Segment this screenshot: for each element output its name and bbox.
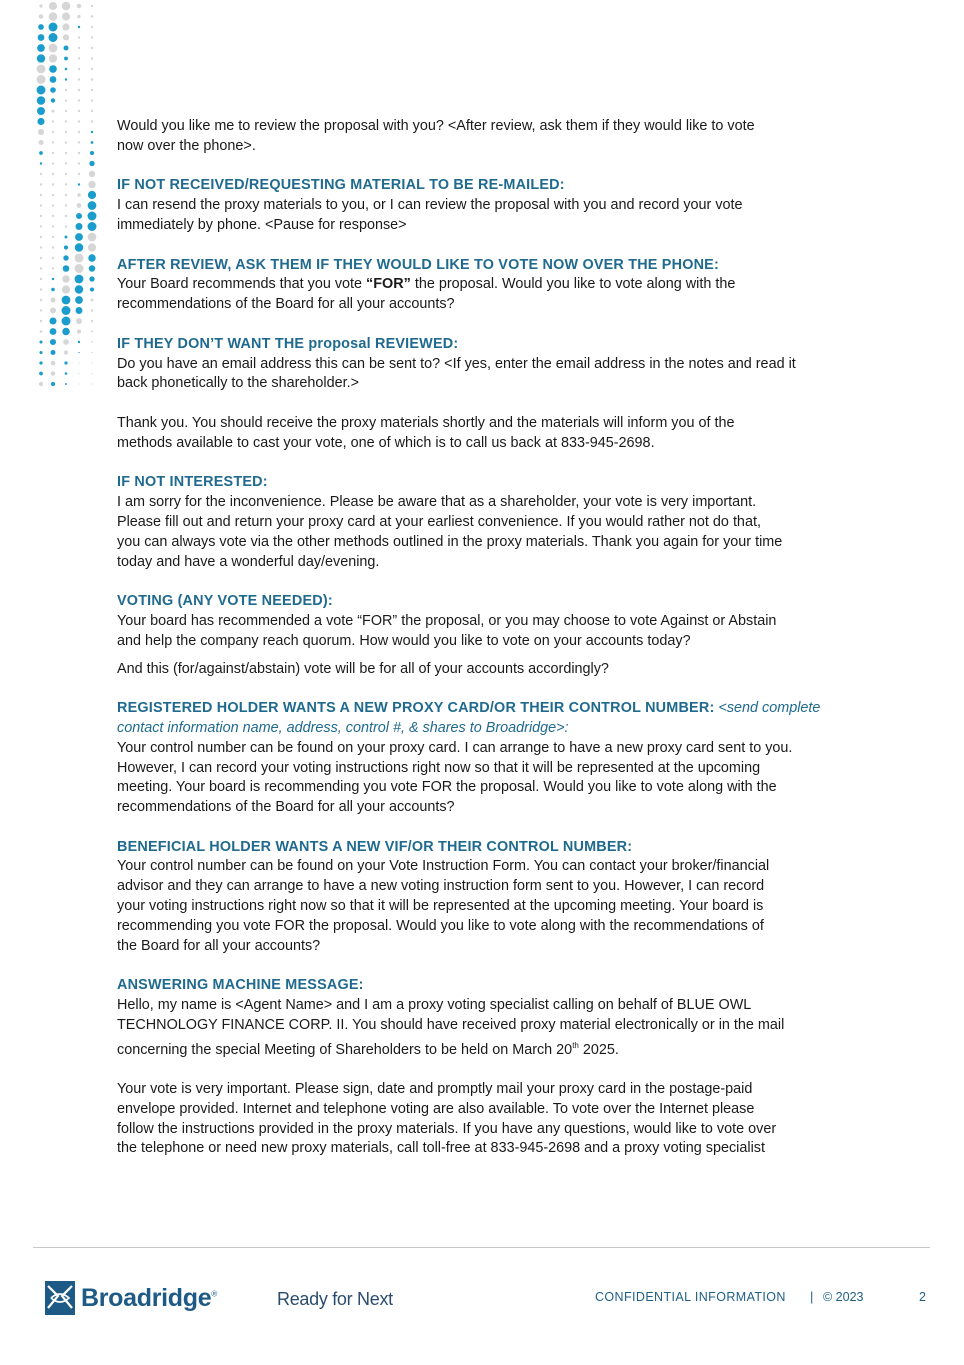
decorative-dot <box>75 275 84 284</box>
decorative-dot <box>40 309 42 311</box>
script-paragraph: I am sorry for the inconvenience. Please be aware that as a shareholder, your vote is very important. Please fill out and return your proxy card at your earliest convenience. If you would rather not do that, you can always vote via the other methods outlined in the proxy materials. Thank you again for your time today and have a wonderful day/evening. <box>117 494 783 570</box>
decorative-dot <box>78 162 80 164</box>
decorative-dot <box>88 243 96 251</box>
decorative-dot <box>77 193 81 197</box>
decorative-dot <box>78 341 80 343</box>
decorative-dot <box>65 141 67 143</box>
decorative-dot <box>50 307 56 313</box>
decorative-dot <box>89 161 94 166</box>
decorative-dot <box>90 287 94 291</box>
decorative-dot <box>62 12 70 20</box>
decorative-dot <box>65 236 68 239</box>
decorative-dot <box>91 5 93 7</box>
decorative-dot <box>90 151 94 155</box>
decorative-dot <box>77 15 80 18</box>
script-paragraph: Do you have an email address this can be sent to? <If yes, enter the email address in the notes and read it back phonetically to the shareholder.> <box>117 355 796 392</box>
decorative-dot <box>40 267 42 269</box>
decorative-dot <box>91 299 94 302</box>
decorative-dot <box>40 183 42 185</box>
decorative-dot <box>65 68 68 71</box>
heading-beneficial-holder: BENEFICIAL HOLDER WANTS A NEW VIF/OR THEIR CONTROL NUMBER: <box>117 838 633 855</box>
decorative-dot <box>40 162 42 164</box>
decorative-dot <box>65 162 67 164</box>
decorative-dot <box>62 23 69 30</box>
page-number: 2 <box>919 1290 926 1304</box>
decorative-dot <box>89 171 95 177</box>
decorative-dot <box>91 362 92 363</box>
decorative-dot <box>62 2 71 11</box>
decorative-dot <box>49 33 58 42</box>
decorative-dot <box>39 140 44 145</box>
decorative-dot <box>39 4 42 7</box>
decorative-dot <box>78 68 80 70</box>
decorative-dot <box>78 110 80 112</box>
decorative-dot <box>40 299 42 301</box>
decorative-dot <box>76 213 82 219</box>
decorative-dot <box>40 215 42 217</box>
script-paragraph: Your board has recommended a vote “FOR” the proposal, or you may choose to vote Against or Abstain and help the company reach quorum. How would you like to vote on your accounts today? <box>117 612 777 649</box>
decorative-dot <box>77 4 82 9</box>
decorative-dot <box>39 351 42 354</box>
decorative-dot <box>37 107 45 115</box>
decorative-dot <box>52 183 54 185</box>
decorative-dot <box>37 96 46 105</box>
decorative-dot <box>51 298 56 303</box>
script-paragraph: Your vote is very important. Please sign, date and promptly mail your proxy card in the postage-paid envelope provided. Internet and telephone voting are also available. To vote over the Internet please follow the instructions provided in the proxy materials. If you have any questions, would like to vote over the telephone or need new proxy materials, call toll-free at 833-945-2698 and a proxy voting specialist <box>117 1081 777 1157</box>
decorative-dot <box>64 245 68 249</box>
decorative-dot <box>78 183 80 185</box>
decorative-dot <box>77 329 81 333</box>
decorative-dot <box>49 317 56 324</box>
broadridge-logo <box>45 1281 217 1315</box>
decorative-dot <box>78 26 80 28</box>
decorative-dot <box>75 233 83 241</box>
decorative-dot <box>65 110 67 112</box>
script-paragraph: I can resend the proxy materials to you, or I can review the proposal with you and record your vote immediately by phone. <Pause for response> <box>117 197 743 233</box>
decorative-dot <box>78 89 80 91</box>
decorative-dot <box>75 296 83 304</box>
decorative-dot <box>91 131 93 133</box>
decorative-dot <box>65 78 67 80</box>
decorative-dot <box>37 118 44 125</box>
decorative-dot <box>91 330 93 332</box>
decorative-dot <box>91 78 93 80</box>
script-paragraph: Would you like me to review the proposal with you? <After review, ask them if they would like to vote now over the phone>. <box>117 118 755 154</box>
decorative-dot <box>40 204 42 206</box>
decorative-dot <box>52 173 54 175</box>
decorative-dot <box>40 246 42 248</box>
decorative-dot <box>49 65 57 73</box>
decorative-dot <box>78 36 80 38</box>
decorative-dot <box>62 306 71 315</box>
decorative-dot <box>37 75 46 84</box>
decorative-dot <box>88 233 97 242</box>
decorative-dot <box>49 54 57 62</box>
decorative-dot <box>52 131 54 133</box>
decorative-dot <box>51 371 55 375</box>
script-paragraph: Your control number can be found on your Vote Instruction Form. You can contact your broker/financial advisor and they can arrange to have a new voting instruction form sent to you. However, I can record your voting instructions right now so that it will be represented at the upcoming meeting. Your board is recommending you vote FOR the proposal. Would you like to vote along with the recommendations of the Board for all your accounts? <box>117 858 770 954</box>
heading-not-received: IF NOT RECEIVED/REQUESTING MATERIAL TO BE RE-MAILED: <box>117 177 565 194</box>
decorative-dot <box>91 373 92 374</box>
decorative-dot <box>88 181 95 188</box>
decorative-dot <box>39 340 42 343</box>
decorative-dot <box>50 350 55 355</box>
decorative-dot <box>91 15 93 17</box>
decorative-dot <box>52 236 54 238</box>
decorative-dot <box>49 44 58 53</box>
confidential-label: CONFIDENTIAL INFORMATION <box>595 1290 786 1304</box>
decorative-dot <box>88 212 97 221</box>
script-paragraph: Your control number can be found on your proxy card. I can arrange to have a new proxy card sent to you. However, I can record your voting instructions right now so that it will be represented at the upcoming meeting. Your board is recommending you vote FOR the proposal. Would you like to vote along with the recommendations of the Board for all your accounts? <box>117 739 793 816</box>
decorative-dot <box>78 47 80 49</box>
tagline: Ready for Next <box>277 1289 393 1309</box>
decorative-dot <box>65 131 67 133</box>
broadridge-mark-icon <box>45 1281 75 1315</box>
decorative-dot <box>65 99 67 101</box>
decorative-dot <box>63 339 69 345</box>
decorative-dot <box>77 203 82 208</box>
decorative-dot <box>52 257 54 259</box>
decorative-dot <box>52 246 54 248</box>
decorative-dot <box>78 78 80 80</box>
decorative-dot <box>49 23 58 32</box>
decorative-dot <box>49 2 57 10</box>
decorative-dot <box>65 225 67 227</box>
decorative-dot <box>40 257 42 259</box>
decorative-dot <box>75 264 84 273</box>
decorative-dot <box>91 36 93 38</box>
decorative-dot <box>75 243 84 252</box>
decorative-dot <box>78 373 79 374</box>
decorative-dot <box>38 24 44 30</box>
decorative-dot <box>38 129 44 135</box>
decorative-dot <box>51 109 54 112</box>
decorative-dot <box>65 194 67 196</box>
script-paragraph: Your Board recommends that you vote “FOR” the proposal. Would you like to vote along with the recommendations of the Board for all your accounts? <box>117 276 736 313</box>
decorative-dot <box>76 223 83 230</box>
decorative-dot <box>40 173 42 175</box>
decorative-dot <box>91 309 93 311</box>
decorative-dot <box>63 255 68 260</box>
heading-not-interested: IF NOT INTERESTED: <box>117 474 268 491</box>
decorative-dot <box>52 225 54 227</box>
heading-registered-holder: REGISTERED HOLDER WANTS A NEW PROXY CARD/OR THEIR CONTROL NUMBER: <send complete contact information name, address, control #, & shares to Broadridge>: <box>117 700 821 736</box>
decorative-dot <box>52 141 54 143</box>
copyright: © 2023 <box>823 1290 864 1304</box>
decorative-dot <box>51 361 56 366</box>
decorative-dot <box>91 47 93 49</box>
decorative-dot <box>38 34 45 41</box>
decorative-dot <box>51 288 55 292</box>
decorative-dot <box>76 307 83 314</box>
decorative-dot <box>78 383 79 384</box>
decorative-dot <box>52 120 54 122</box>
decorative-dot <box>91 99 93 101</box>
decorative-dot <box>88 201 97 210</box>
decorative-dot <box>65 120 67 122</box>
decorative-dot <box>52 204 54 206</box>
decorative-dot <box>78 173 80 175</box>
heading-no-review: IF THEY DON’T WANT THE proposal REVIEWED: <box>117 335 459 352</box>
decorative-dot <box>89 265 95 271</box>
decorative-dot <box>62 317 71 326</box>
decorative-dot <box>37 54 45 62</box>
decorative-dot <box>64 361 67 364</box>
decorative-dot <box>65 372 68 375</box>
decorative-dot <box>91 120 93 122</box>
decorative-dot <box>89 276 94 281</box>
decorative-dot <box>65 152 67 154</box>
decorative-dot <box>50 76 57 83</box>
decorative-dot <box>39 372 43 376</box>
heading-voting: VOTING (ANY VOTE NEEDED): <box>117 593 333 610</box>
decorative-dot <box>91 57 93 59</box>
decorative-dot <box>91 352 92 353</box>
decorative-dot <box>37 65 46 74</box>
decorative-dot <box>51 98 55 102</box>
decorative-dot <box>40 278 42 280</box>
decorative-dot <box>91 141 94 144</box>
decorative-dot <box>37 86 46 95</box>
decorative-dot <box>40 320 42 322</box>
decorative-dot <box>63 265 70 272</box>
decorative-dot <box>39 151 43 155</box>
decorative-dot <box>76 318 82 324</box>
decorative-dot <box>52 278 54 280</box>
decorative-dot <box>91 383 92 384</box>
decorative-dot <box>51 382 55 386</box>
decorative-dot <box>78 99 80 101</box>
decorative-dot <box>88 191 96 199</box>
decorative-dot <box>39 14 43 18</box>
decorative-dot <box>88 222 97 231</box>
brand-name: Broadridge® <box>81 1283 217 1312</box>
decorative-dot-pattern <box>0 0 110 400</box>
decorative-dot <box>65 383 67 385</box>
call-script <box>117 117 849 1159</box>
decorative-dot <box>65 183 67 185</box>
decorative-dot <box>62 285 70 293</box>
decorative-dot <box>40 236 42 238</box>
script-paragraph: And this (for/against/abstain) vote will be for all of your accounts accordingly? <box>117 660 609 677</box>
decorative-dot <box>50 87 56 93</box>
decorative-dot <box>78 57 80 59</box>
decorative-dot <box>78 152 80 154</box>
decorative-dot <box>50 328 57 335</box>
decorative-dot <box>40 225 42 227</box>
decorative-dot <box>91 68 93 70</box>
decorative-dot <box>37 44 45 52</box>
decorative-dot <box>75 285 83 293</box>
decorative-dot <box>91 110 93 112</box>
decorative-dot <box>40 330 43 333</box>
decorative-dot <box>63 34 69 40</box>
decorative-dot <box>52 267 54 269</box>
decorative-dot <box>91 341 93 343</box>
decorative-dot <box>65 89 67 91</box>
decorative-dot <box>65 215 67 217</box>
footer-separator: | <box>810 1289 814 1304</box>
decorative-dot <box>88 254 95 261</box>
decorative-dot <box>64 350 68 354</box>
decorative-dot <box>39 382 43 386</box>
decorative-dot <box>91 89 93 91</box>
decorative-dot <box>49 12 58 21</box>
decorative-dot <box>52 215 54 217</box>
decorative-dot <box>64 57 68 61</box>
decorative-dot <box>50 339 56 345</box>
decorative-dot <box>52 162 54 164</box>
decorative-dot <box>39 361 42 364</box>
decorative-dot <box>91 320 93 322</box>
script-paragraph: Thank you. You should receive the proxy materials shortly and the materials will inform you of the methods available to cast your vote, one of which is to call us back at 833-945-2698. <box>117 414 735 451</box>
decorative-dot <box>40 288 42 290</box>
footer-divider <box>33 1247 930 1248</box>
decorative-dot <box>62 296 71 305</box>
decorative-dot <box>62 275 70 283</box>
heading-answering-machine: ANSWERING MACHINE MESSAGE: <box>117 977 364 994</box>
decorative-dot <box>62 328 69 335</box>
decorative-dot <box>78 131 80 133</box>
decorative-dot <box>63 45 68 50</box>
script-paragraph: Hello, my name is <Agent Name> and I am a proxy voting specialist calling on behalf of BLUE OWL TECHNOLOGY FINANCE CORP. II. You should have received proxy material electronically or in the mail concerning the special Meeting of Shareholders to be held on March 20th 2025. <box>117 997 785 1058</box>
decorative-dot <box>75 254 84 263</box>
decorative-dot <box>65 173 67 175</box>
decorative-dot <box>52 152 54 154</box>
decorative-dot <box>78 352 79 353</box>
decorative-dot <box>40 194 42 196</box>
decorative-dot <box>91 26 93 28</box>
decorative-dot <box>78 141 80 143</box>
decorative-dot <box>52 194 54 196</box>
decorative-dot <box>78 120 80 122</box>
decorative-dot <box>65 204 67 206</box>
decorative-dot <box>78 362 79 363</box>
heading-after-review: AFTER REVIEW, ASK THEM IF THEY WOULD LIKE TO VOTE NOW OVER THE PHONE: <box>117 256 719 273</box>
